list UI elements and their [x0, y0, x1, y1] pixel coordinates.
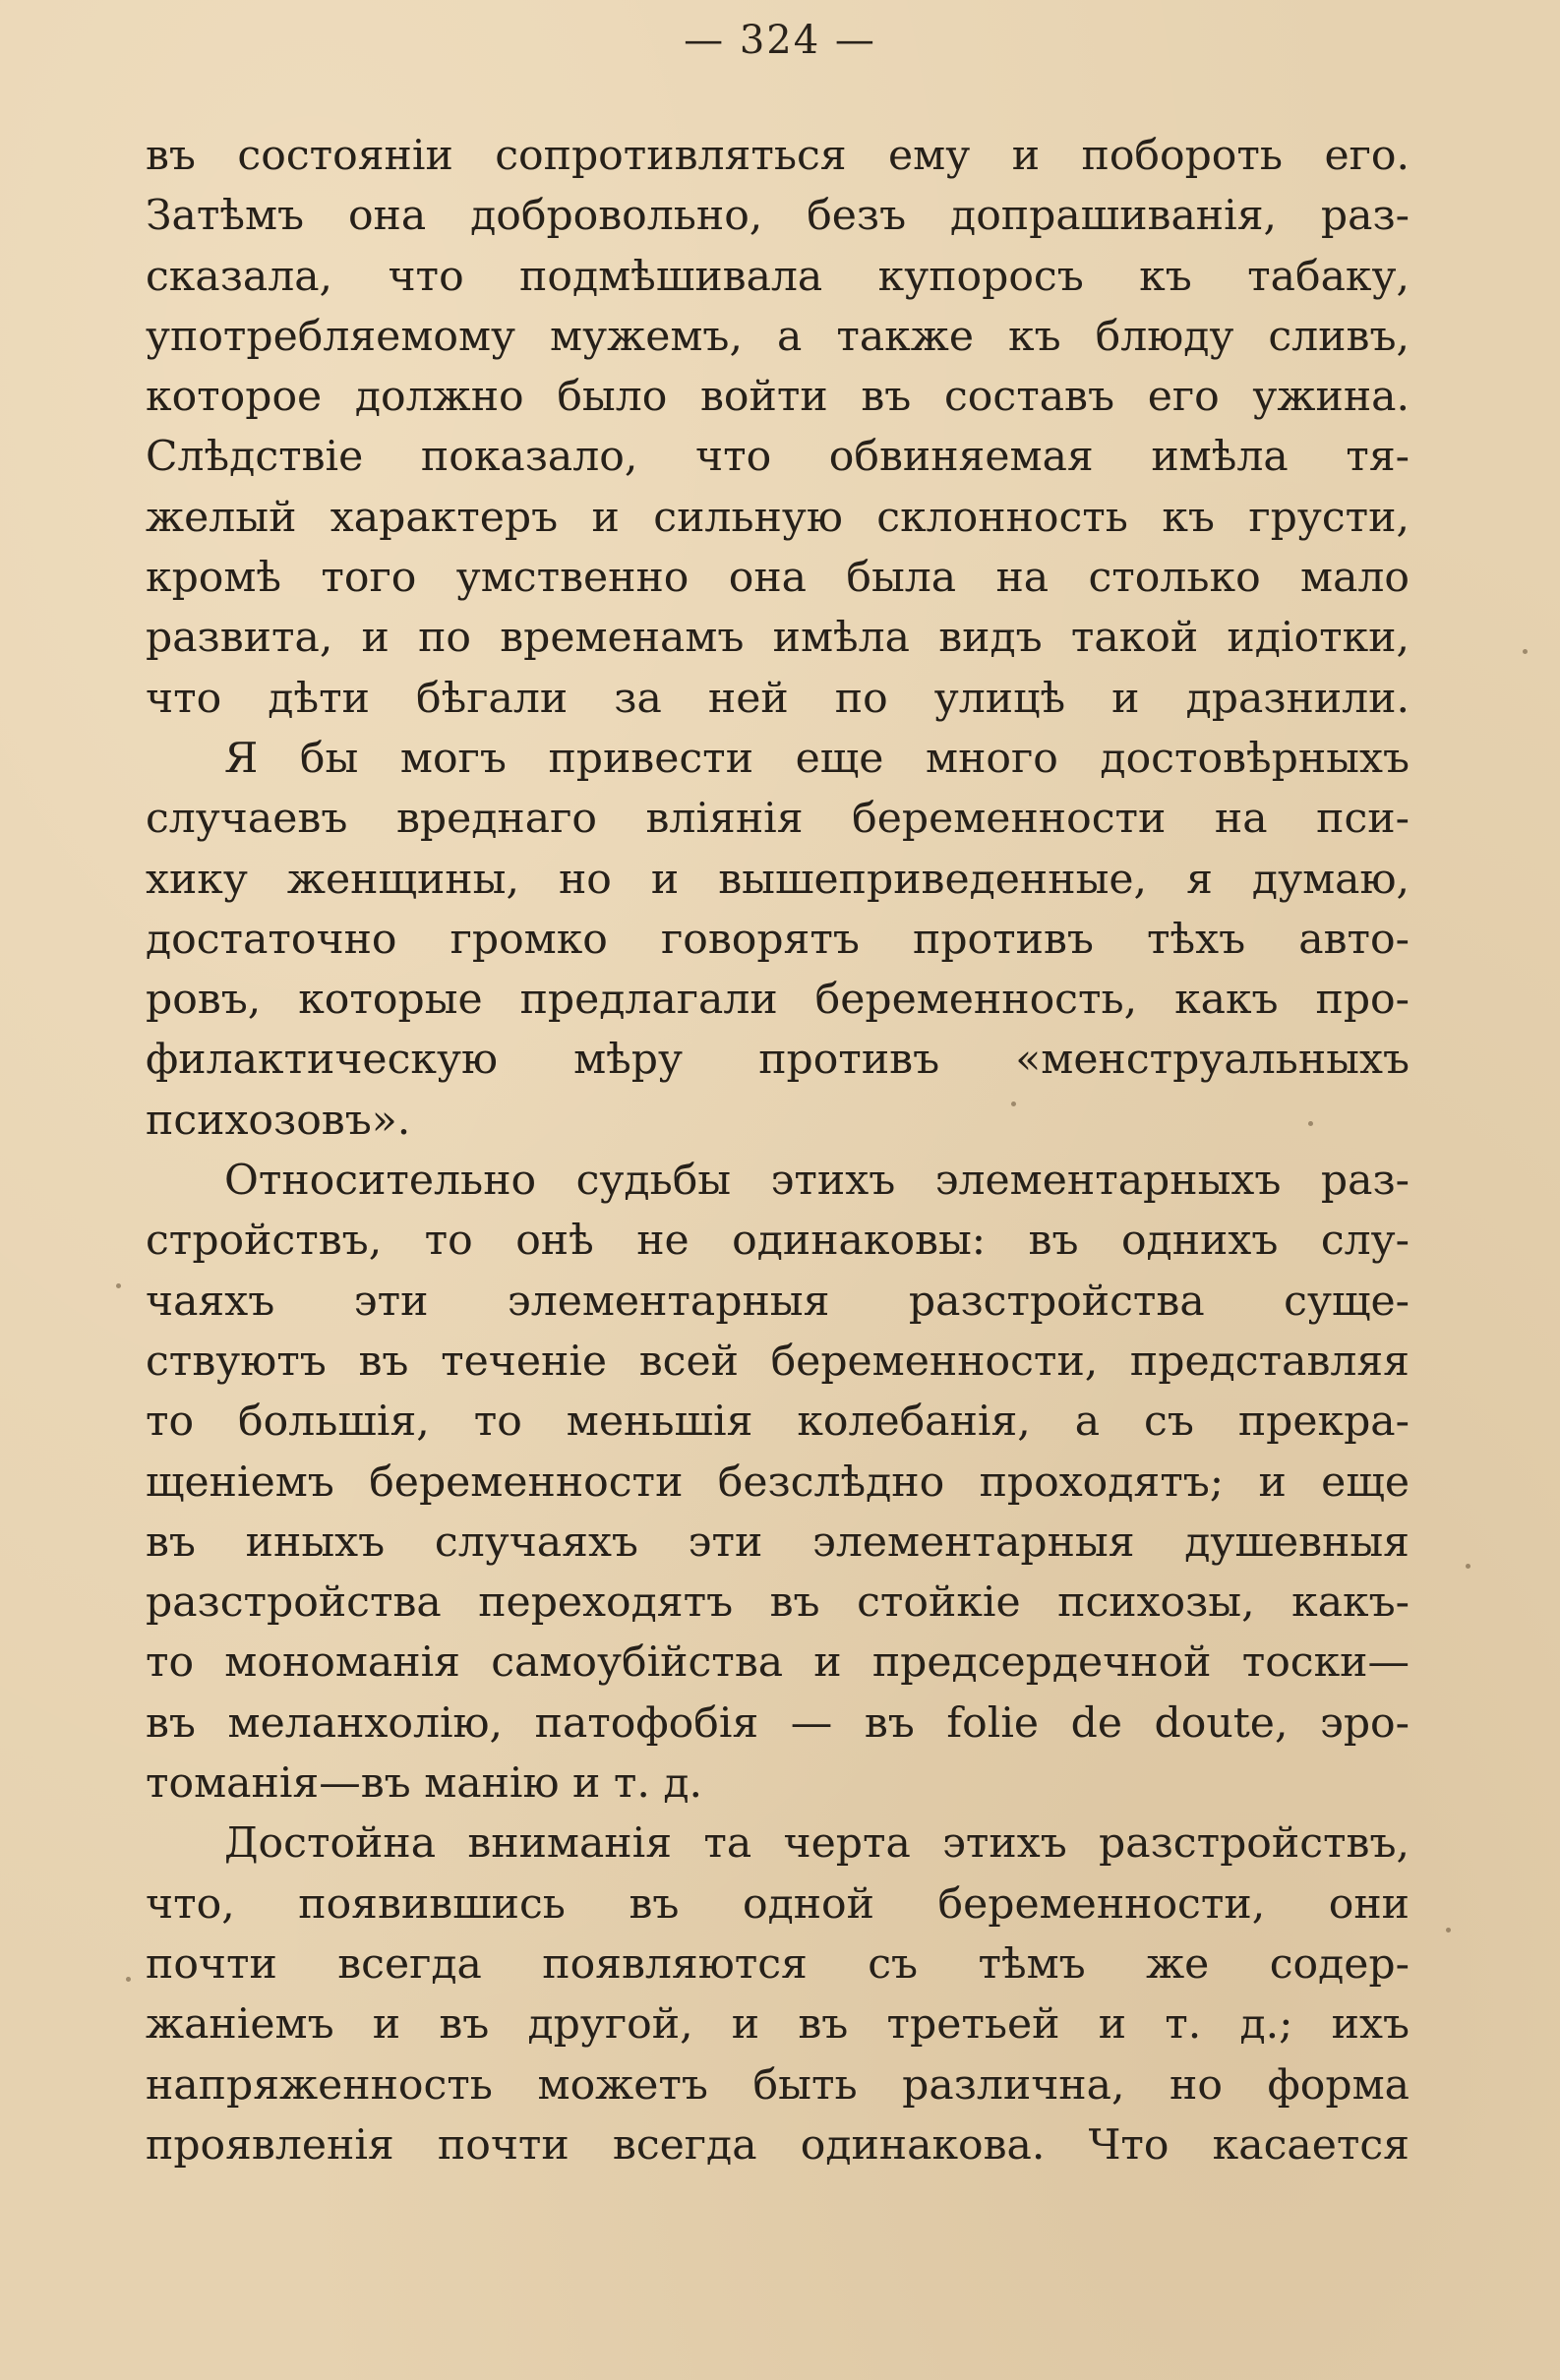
text-line: употребляемому мужемъ, а также къ блюду сливъ,	[146, 312, 1410, 361]
paper-speck	[1523, 649, 1528, 654]
text-line: чаяхъ эти элементарныя разстройства суще-	[146, 1277, 1410, 1326]
text-line: стройствъ, то онѣ не одинаковы: въ однихъ слу-	[146, 1217, 1410, 1266]
text-line: то мономанiя самоубiйства и предсердечной тоски—	[146, 1638, 1410, 1688]
text-line: которое должно было войти въ составъ его ужина.	[146, 373, 1410, 422]
text-line: проявленiя почти всегда одинакова. Что касается	[146, 2120, 1410, 2170]
text-line: напряженность можетъ быть различна, но форма	[146, 2060, 1410, 2110]
paper-speck	[1011, 1101, 1016, 1106]
text-line: что дѣти бѣгали за ней по улицѣ и дразнили.	[146, 674, 1410, 723]
text-line: въ меланхолiю, патофобiя — въ folie de doute, эро-	[146, 1698, 1410, 1748]
paper-speck	[1308, 1121, 1313, 1126]
text-line: въ иныхъ случаяхъ эти элементарныя душевныя	[146, 1517, 1410, 1567]
text-line: кромѣ того умственно она была на столько мало	[146, 554, 1410, 603]
text-line: желый характеръ и сильную склонность къ грусти,	[146, 493, 1410, 542]
text-line: Достойна вниманiя та черта этихъ разстройствъ,	[224, 1819, 1410, 1869]
text-line: Затѣмъ она добровольно, безъ допрашиванiя, раз-	[146, 192, 1410, 241]
text-line: филактическую мѣру противъ «менструальныхъ	[146, 1036, 1410, 1085]
page-number: — 324 —	[684, 18, 876, 63]
text-line: разстройства переходятъ въ стойкiе психозы, какъ-	[146, 1578, 1410, 1628]
text-line: жанiемъ и въ другой, и въ третьей и т. д.; ихъ	[146, 2000, 1410, 2050]
text-line: что, появившись въ одной беременности, они	[146, 1879, 1410, 1929]
text-line: Я бы могъ привести еще много достовѣрныхъ	[224, 734, 1410, 783]
text-line: щенiемъ беременности безслѣдно проходятъ; и еще	[146, 1458, 1410, 1507]
paper-speck	[126, 1977, 131, 1982]
paper-speck	[1466, 1564, 1470, 1569]
paper-speck	[1446, 1928, 1451, 1933]
text-line: Относительно судьбы этихъ элементарныхъ раз-	[224, 1157, 1410, 1206]
text-line: Слѣдствiе показало, что обвиняемая имѣла тя-	[146, 433, 1410, 482]
text-line: почти всегда появляются съ тѣмъ же содер-	[146, 1939, 1410, 1989]
text-line: ровъ, которые предлагали беременность, какъ про-	[146, 976, 1410, 1025]
text-line: достаточно громко говорятъ противъ тѣхъ авто-	[146, 915, 1410, 964]
paper-speck	[116, 1283, 121, 1288]
text-line: ствуютъ въ теченiе всей беременности, представляя	[146, 1337, 1410, 1386]
text-line: то большiя, то меньшiя колебанiя, а съ прекра-	[146, 1398, 1410, 1447]
text-line: психозовъ».	[146, 1096, 411, 1145]
text-line: томанiя—въ манiю и т. д.	[146, 1759, 703, 1809]
text-line: развита, и по временамъ имѣла видъ такой идiотки,	[146, 614, 1410, 663]
text-line: въ состоянiи сопротивляться ему и побороть его.	[146, 132, 1410, 180]
body-text	[146, 126, 1410, 2175]
text-line: случаевъ вреднаго влiянiя беременности на пси-	[146, 795, 1410, 844]
text-line: хику женщины, но и вышеприведенные, я думаю,	[146, 855, 1410, 904]
text-line: сказала, что подмѣшивала купоросъ къ табаку,	[146, 252, 1410, 301]
